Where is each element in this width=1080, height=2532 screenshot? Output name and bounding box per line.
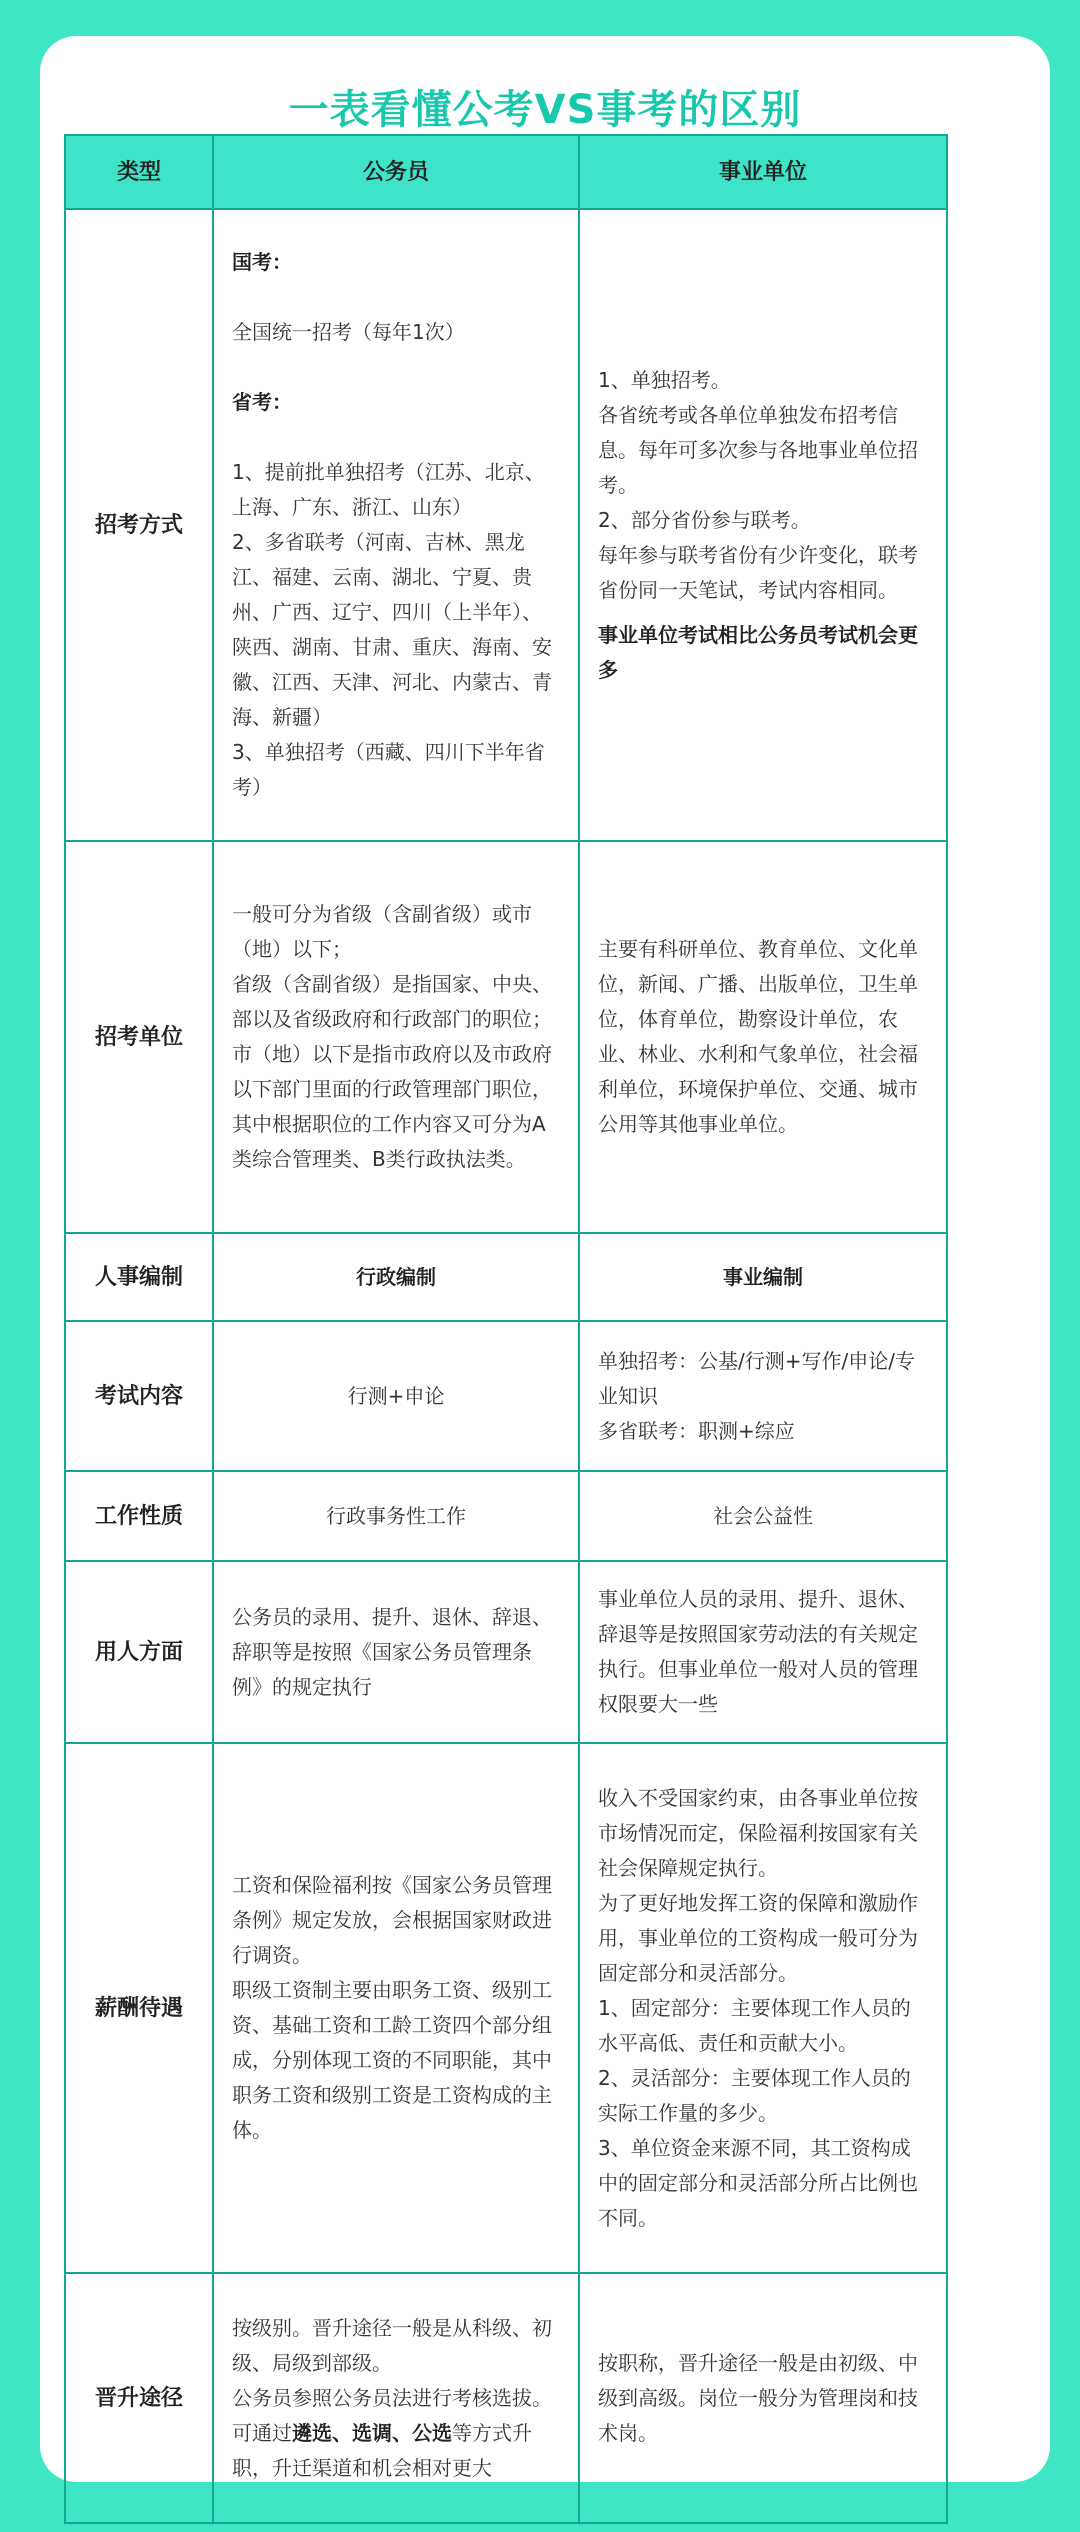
row-label: 工作性质	[65, 1471, 213, 1561]
cell-civil	[213, 209, 579, 841]
header-civil-servant: 公务员	[213, 135, 579, 209]
cell-text: 等方式升职，升迁渠道和机会相对更大	[232, 2420, 532, 2480]
cell-civil: 行测+申论	[213, 1321, 579, 1471]
cell-public: 主要有科研单位、教育单位、文化单位，新闻、广播、出版单位，卫生单位，体育单位，勘察设计单位，农业、林业、水利和气象单位，社会福利单位，环境保护单位、交通、城市公用等其他事业单位。	[579, 841, 947, 1233]
cell-public: 社会公益性	[579, 1471, 947, 1561]
cell-public: 事业编制	[579, 1233, 947, 1321]
cell-public: 单独招考：公基/行测+写作/申论/专业知识 多省联考：职测+综应	[579, 1321, 947, 1471]
row-label: 薪酬待遇	[65, 1743, 213, 2273]
national-exam-text: 全国统一招考（每年1次）	[232, 320, 465, 344]
provincial-exam-label: 省考：	[232, 390, 292, 414]
cell-text: 按级别。晋升途径一般是从科级、初级、局级到部级。 公务员参照公务员法进行考核选拔。可通过	[232, 2315, 552, 2445]
cell-public: 事业单位人员的录用、提升、退休、辞退等是按照国家劳动法的有关规定执行。但事业单位一般对人员的管理权限要大一些	[579, 1561, 947, 1743]
table-row	[65, 1471, 947, 1561]
cell-civil: 行政编制	[213, 1233, 579, 1321]
national-exam-label: 国考：	[232, 250, 292, 274]
row-label: 考试内容	[65, 1321, 213, 1471]
row-label: 人事编制	[65, 1233, 213, 1321]
cell-public	[579, 209, 947, 841]
comparison-table	[64, 134, 948, 2524]
table-row	[65, 209, 947, 841]
row-label: 晋升途径	[65, 2273, 213, 2523]
page-title: 一表看懂公考VS事考的区别	[288, 87, 802, 133]
provincial-exam-text: 1、提前批单独招考（江苏、北京、上海、广东、浙江、山东） 2、多省联考（河南、吉林、黑龙江、福建、云南、湖北、宁夏、贵州、广西、辽宁、四川（上半年）、陕西、湖南、甘肃、重庆、海南、安徽、江西、天津、河北、内蒙古、青海、新疆） 3、单独招考（西藏、四川下半年省考）	[232, 460, 552, 799]
table-row	[65, 1743, 947, 2273]
table-row	[65, 1321, 947, 1471]
table-row	[65, 2273, 947, 2523]
table-header-row	[65, 135, 947, 209]
cell-civil: 公务员的录用、提升、退休、辞退、辞职等是按照《国家公务员管理条例》的规定执行	[213, 1561, 579, 1743]
cell-civil: 一般可分为省级（含副省级）或市（地）以下； 省级（含副省级）是指国家、中央、部以及省级政府和行政部门的职位； 市（地）以下是指市政府以及市政府以下部门里面的行政管理部门职位，其中根据职位的工作内容又可分为A类综合管理类、B类行政执法类。	[213, 841, 579, 1233]
header-public-institution: 事业单位	[579, 135, 947, 209]
table-row	[65, 1561, 947, 1743]
highlight-note: 事业单位考试相比公务员考试机会更多	[598, 622, 918, 682]
table-row	[65, 1233, 947, 1321]
cell-civil	[213, 2273, 579, 2523]
cell-public: 收入不受国家约束，由各事业单位按市场情况而定，保险福利按国家有关社会保障规定执行。 为了更好地发挥工资的保障和激励作用，事业单位的工资构成一般可分为固定部分和灵活部分。 1、固定部分：主要体现工作人员的水平高低、责任和贡献大小。 2、灵活部分：主要体现工作人员的实际工作量的多少。 3、单位资金来源不同，其工资构成中的固定部分和灵活部分所占比例也不同。	[579, 1743, 947, 2273]
cell-text: 1、单独招考。 各省统考或各单位单独发布招考信息。每年可多次参与各地事业单位招考。 2、部分省份参与联考。 每年参与联考省份有少许变化，联考省份同一天笔试，考试内容相同。	[598, 367, 918, 602]
row-label: 招考方式	[65, 209, 213, 841]
row-label: 招考单位	[65, 841, 213, 1233]
highlight-text: 遴选、选调、公选	[292, 2420, 452, 2445]
cell-public: 按职称，晋升途径一般是由初级、中级到高级。岗位一般分为管理岗和技术岗。	[579, 2273, 947, 2523]
table-row	[65, 841, 947, 1233]
header-type: 类型	[65, 135, 213, 209]
row-label: 用人方面	[65, 1561, 213, 1743]
cell-civil: 工资和保险福利按《国家公务员管理条例》规定发放，会根据国家财政进行调资。 职级工资制主要由职务工资、级别工资、基础工资和工龄工资四个部分组成，分别体现工资的不同职能，其中职务工资和级别工资是工资构成的主体。	[213, 1743, 579, 2273]
cell-civil: 行政事务性工作	[213, 1471, 579, 1561]
